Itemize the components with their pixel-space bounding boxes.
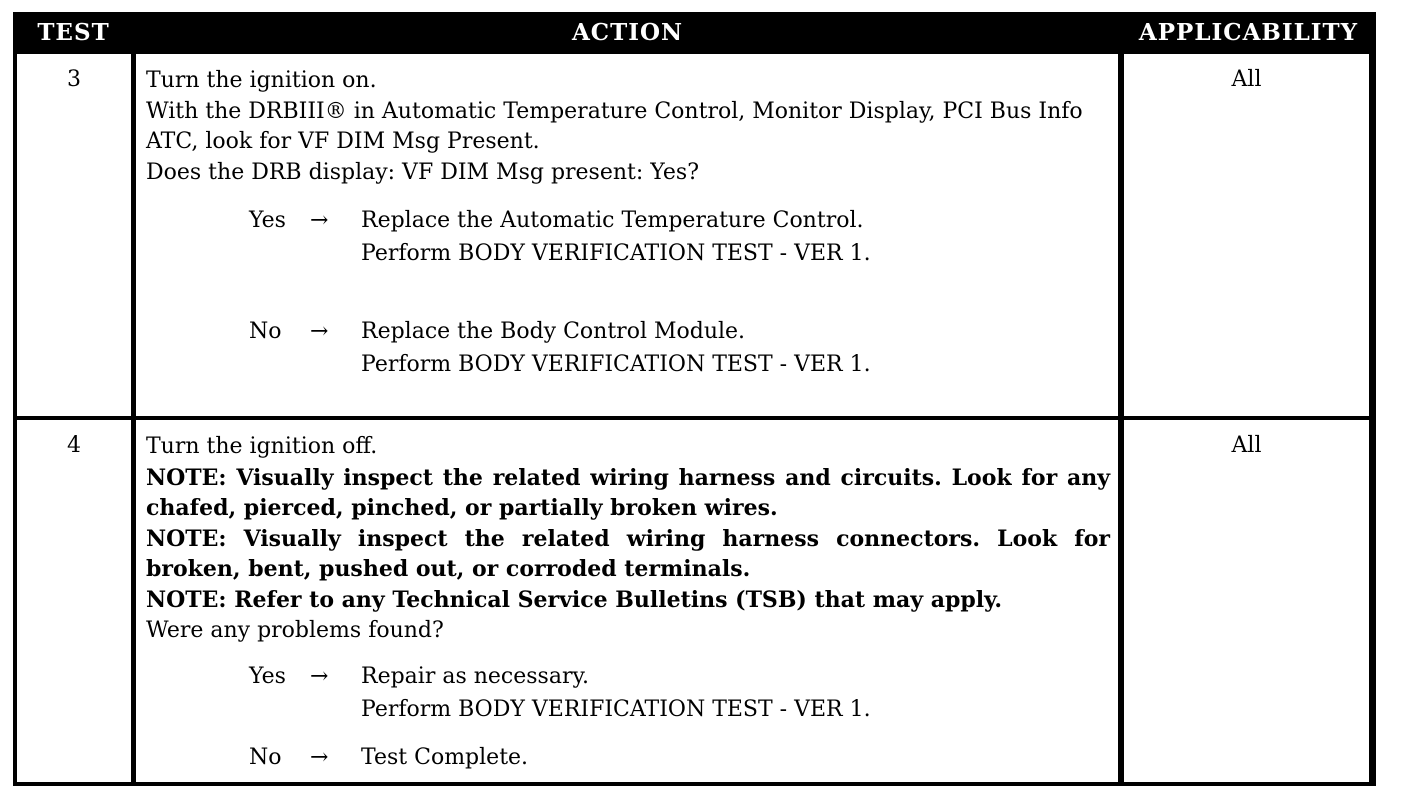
no-label: No	[249, 319, 282, 344]
header-test: TEST	[37, 19, 110, 46]
action-line: Turn the ignition off.	[146, 434, 378, 459]
action-line: Turn the ignition on.	[146, 68, 377, 93]
no-text: Test Complete.	[361, 745, 529, 770]
note: NOTE: Visually inspect the related wiring harness connectors. Look for broken, bent, pushed out, or corroded terminals.	[146, 525, 1110, 583]
no-text: Replace the Body Control Module. Perform BODY VERIFICATION TEST - VER 1.	[361, 319, 871, 377]
note: NOTE: Visually inspect the related wiring harness and circuits. Look for any chafed, pierced, pinched, or partially broken wires.	[146, 464, 1110, 522]
test-number: 3	[17, 54, 131, 416]
arrow-right-icon: →	[310, 319, 329, 344]
arrow-right-icon: →	[310, 664, 329, 689]
yes-text: Replace the Automatic Temperature Control. Perform BODY VERIFICATION TEST - VER 1.	[361, 208, 871, 266]
action-line: ATC, look for VF DIM Msg Present.	[146, 129, 540, 155]
action-line: Were any problems found?	[146, 617, 444, 643]
yes-label: Yes	[249, 208, 286, 233]
action-cell	[136, 420, 1118, 782]
arrow-right-icon: →	[310, 208, 329, 233]
test-number: 4	[17, 420, 131, 782]
applicability-value: All	[1124, 54, 1369, 416]
arrow-right-icon: →	[310, 745, 329, 770]
yes-label: Yes	[249, 664, 286, 689]
action-line: With the DRBIII® in Automatic Temperature Control, Monitor Display, PCI Bus Info	[146, 98, 1083, 124]
note: NOTE: Refer to any Technical Service Bulletins (TSB) that may apply.	[146, 586, 1002, 613]
header-applicability: APPLICABILITY	[1138, 19, 1359, 46]
yes-text: Repair as necessary. Perform BODY VERIFICATION TEST - VER 1.	[361, 664, 871, 722]
no-label: No	[249, 745, 282, 770]
action-line: Does the DRB display: VF DIM Msg present: Yes?	[146, 159, 699, 185]
applicability-value: All	[1124, 420, 1369, 782]
action-cell	[136, 54, 1118, 416]
header-action: ACTION	[571, 19, 684, 46]
